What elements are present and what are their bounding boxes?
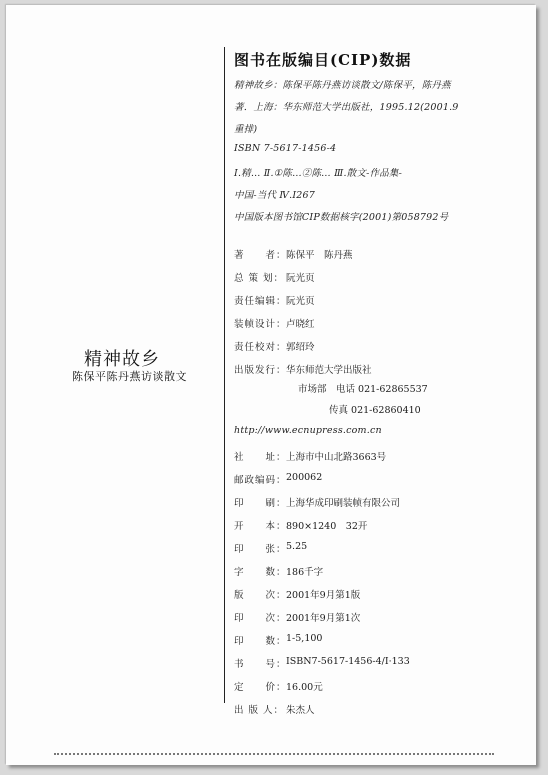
info-value: 卢晓红 <box>286 319 315 330</box>
detail-label: 字 数： <box>234 567 287 578</box>
info-label: 著 者： <box>234 250 287 261</box>
detail-value: 16.00元 <box>286 682 323 693</box>
info-label: 装帧设计： <box>234 319 287 330</box>
detail-label: 开 本： <box>234 521 287 532</box>
detail-label: 定 价： <box>234 682 287 693</box>
info-label: 总 策 划： <box>234 273 285 284</box>
detail-value: 5.25 <box>286 541 308 552</box>
detail-value: 2001年9月第1次 <box>286 613 361 624</box>
cip-isbn: ISBN 7-5617-1456-4 <box>234 143 337 154</box>
cip-line: 重排) <box>234 124 258 135</box>
cip-line: 中国-当代 Ⅳ.I267 <box>234 190 316 201</box>
detail-value: 朱杰人 <box>286 705 315 716</box>
detail-label: 印 次： <box>234 613 287 624</box>
cip-line: Ⅰ.精… Ⅱ.①陈…②陈… Ⅲ.散文-作品集- <box>234 168 403 179</box>
book-page <box>6 5 536 765</box>
info-row <box>234 316 315 330</box>
detail-value: 200062 <box>286 472 323 483</box>
detail-value: 1-5,100 <box>286 633 323 644</box>
detail-value: 2001年9月第1版 <box>286 590 361 601</box>
detail-label: 印 张： <box>234 544 287 555</box>
detail-row <box>234 472 322 486</box>
cip-line: 精神故乡：陈保平陈丹燕访谈散文/陈保平，陈丹燕 <box>234 80 451 91</box>
detail-row <box>234 610 360 624</box>
cip-line: 著．上海：华东师范大学出版社，1995.12(2001.9 <box>234 102 459 113</box>
info-value: 郭绍玲 <box>286 342 315 353</box>
cip-heading: 图书在版编目(CIP)数据 <box>234 51 412 69</box>
detail-label: 社 址： <box>234 452 287 463</box>
website-url: http://www.ecnupress.com.cn <box>234 425 382 436</box>
detail-row <box>234 541 307 555</box>
info-label: 出版发行： <box>234 365 287 376</box>
detail-row <box>234 564 323 578</box>
detail-value: 890×1240 32开 <box>286 521 368 532</box>
info-row <box>234 362 372 376</box>
detail-row <box>234 449 386 463</box>
detail-label: 印 刷： <box>234 498 287 509</box>
info-label: 责任编辑： <box>234 296 287 307</box>
info-label: 责任校对： <box>234 342 287 353</box>
book-subtitle: 陈保平陈丹燕访谈散文 <box>72 370 187 383</box>
detail-row <box>234 587 360 601</box>
market-phone: 市场部 电话 021-62865537 <box>298 384 428 395</box>
detail-value: ISBN7-5617-1456-4/I·133 <box>286 656 410 667</box>
detail-label: 邮政编码： <box>234 475 287 486</box>
detail-row <box>234 633 322 647</box>
detail-row <box>234 495 400 509</box>
detail-row <box>234 702 315 716</box>
info-row <box>234 247 353 261</box>
detail-label: 书 号： <box>234 659 287 670</box>
fax-number: 传真 021-62860410 <box>329 405 421 416</box>
detail-label: 出 版 人： <box>234 705 285 716</box>
info-value: 阮光页 <box>286 296 315 307</box>
info-value: 阮光页 <box>286 273 315 284</box>
detail-row <box>234 518 367 532</box>
info-row <box>234 293 315 307</box>
info-row <box>234 270 315 284</box>
detail-label: 印 数： <box>234 636 287 647</box>
detail-value: 上海市中山北路3663号 <box>286 452 387 463</box>
info-value: 陈保平 陈丹燕 <box>286 250 353 261</box>
info-value: 华东师范大学出版社 <box>286 365 372 376</box>
detail-row <box>234 679 323 693</box>
info-row <box>234 339 315 353</box>
detail-label: 版 次： <box>234 590 287 601</box>
book-title: 精神故乡 <box>84 349 160 370</box>
scan-artifact <box>54 753 494 758</box>
cip-record-number: 中国版本图书馆CIP数据核字(2001)第058792号 <box>234 212 449 223</box>
detail-value: 186千字 <box>286 567 324 578</box>
detail-value: 上海华成印刷装帧有限公司 <box>286 498 401 509</box>
detail-row <box>234 656 410 670</box>
